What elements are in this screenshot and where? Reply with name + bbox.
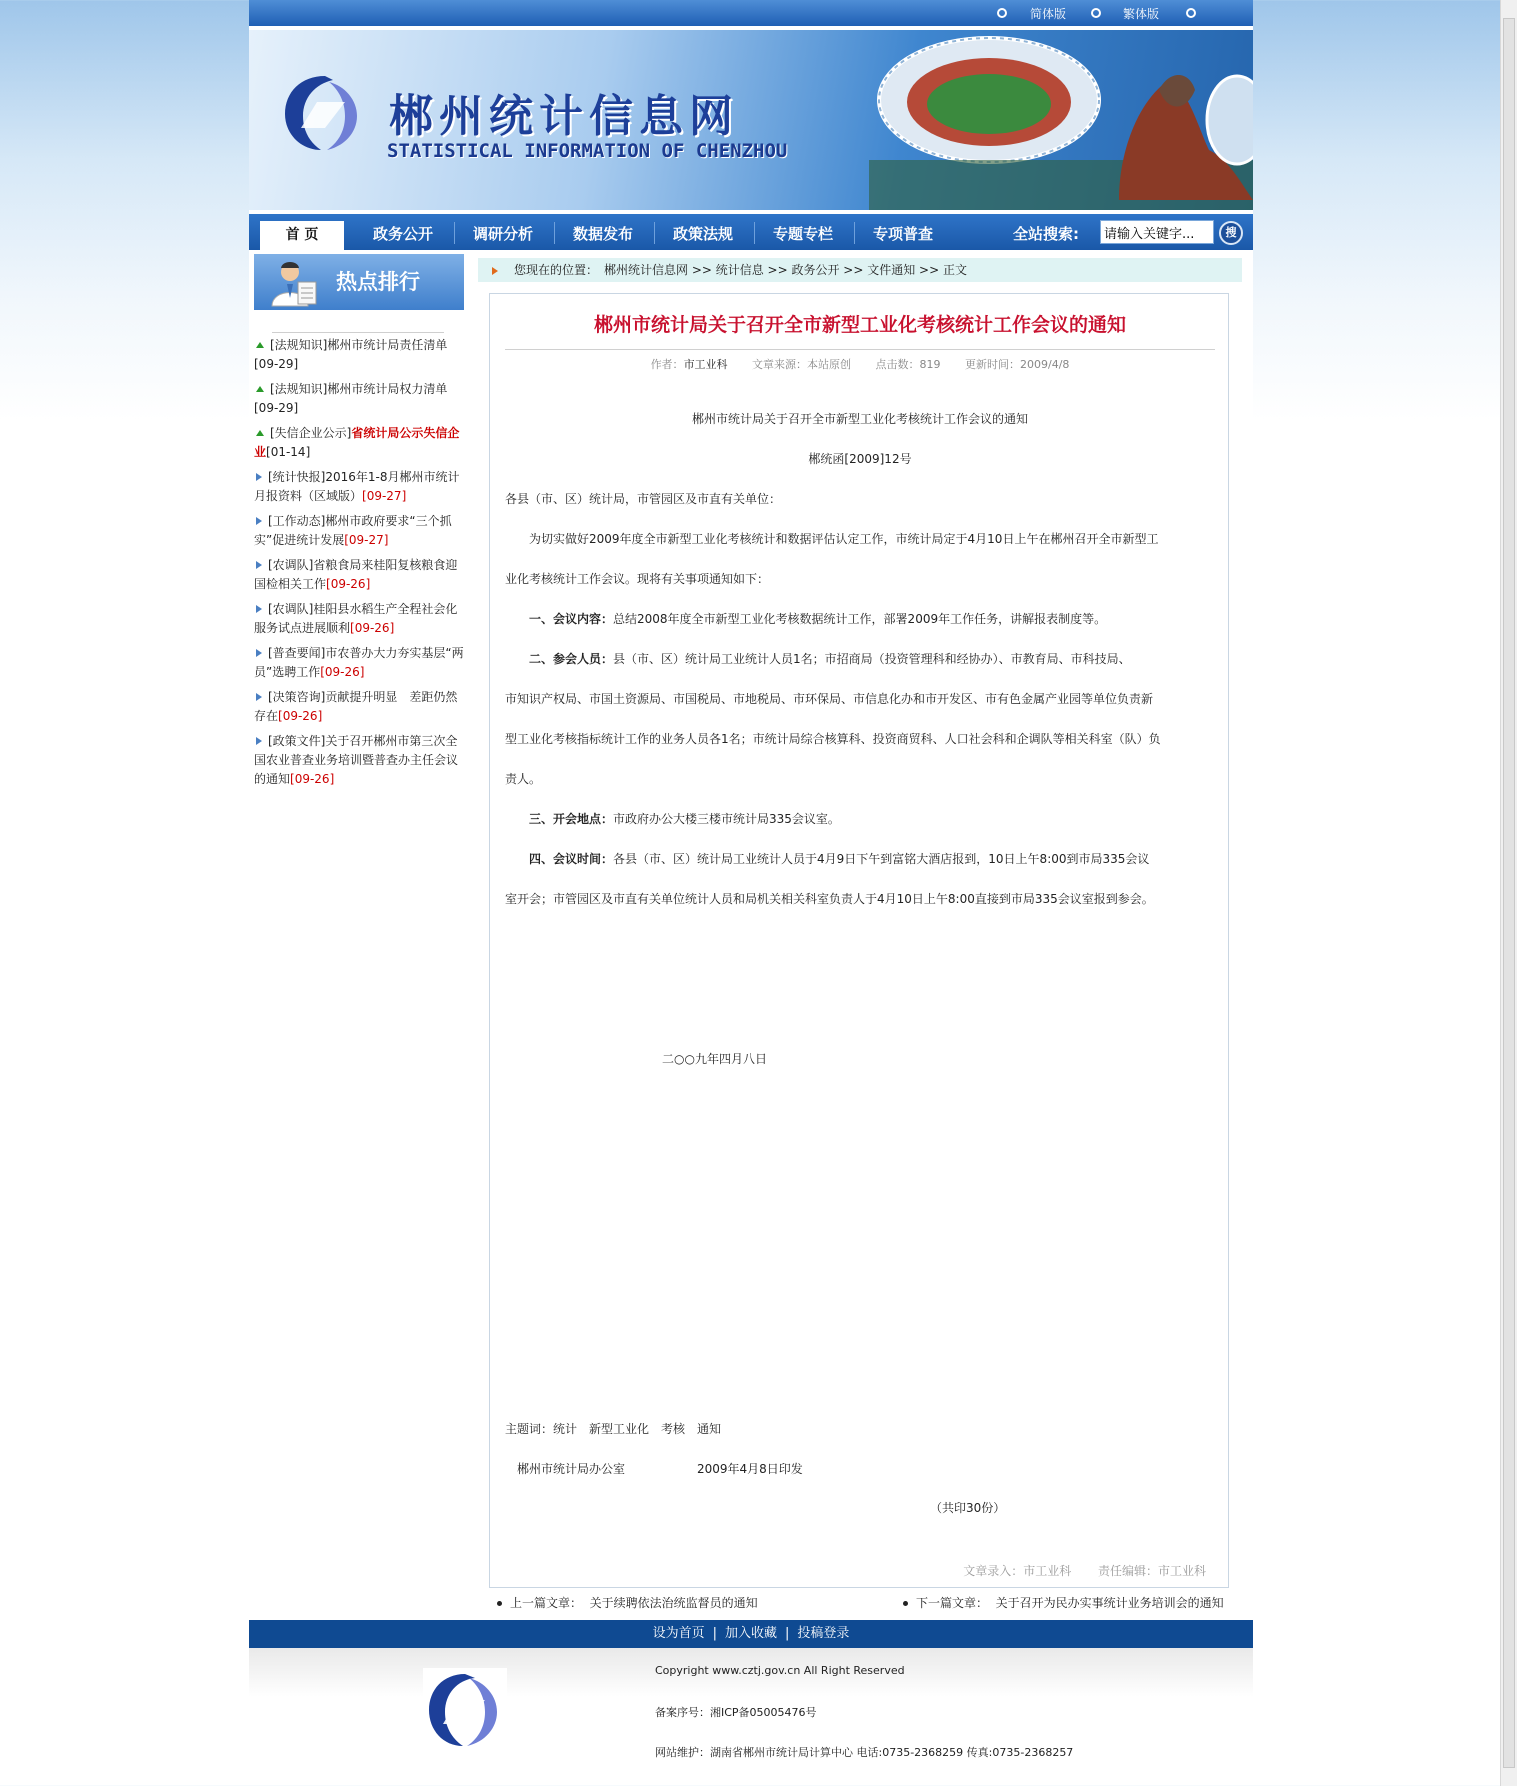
bullet-icon — [1091, 8, 1101, 18]
arrow-right-icon — [256, 605, 262, 613]
item-date: [09-26] — [290, 772, 335, 786]
section-1-text: 总结2008年度全市新型工业化考核数据统计工作，部署2009年工作任务，讲解报表制度等。 — [613, 612, 1107, 626]
nav-separator — [854, 222, 855, 244]
item-date: [09-26] — [278, 709, 323, 723]
item-title[interactable]: [统计快报]2016年1-8月郴州市统计月报资料（区域版） — [254, 470, 460, 503]
salutation: 各县（市、区）统计局，市管园区及市直有关单位： — [505, 492, 782, 506]
bullet-icon — [903, 1601, 908, 1606]
section-1-label: 一、会议内容： — [505, 612, 614, 626]
updated-value: 2009/4/8 — [1020, 358, 1070, 371]
arrow-up-icon — [256, 342, 264, 348]
nav-home-tab[interactable]: 首 页 — [260, 221, 344, 250]
section-2-line-2: 市知识产权局、市国土资源局、市国税局、市地税局、市环保局、市信息化办和市开发区、市有色金属产业园等单位负责新 — [505, 692, 1154, 706]
section-2-line-4: 责人。 — [505, 772, 542, 786]
section-2 — [505, 650, 1215, 667]
divider — [272, 332, 444, 333]
site-subtitle: STATISTICAL INFORMATION OF CHENZHOU — [387, 140, 788, 162]
item-date: [09-29] — [254, 357, 299, 371]
list-item[interactable] — [254, 424, 464, 462]
page-container — [249, 0, 1253, 1770]
editor-label: 责任编辑： — [1097, 1564, 1158, 1578]
copies: （共印30份） — [930, 1501, 1006, 1515]
search-input[interactable] — [1100, 220, 1214, 244]
next-article — [903, 1594, 1224, 1611]
arrow-up-icon — [256, 430, 264, 436]
item-date: [09-27] — [362, 489, 407, 503]
section-1 — [505, 610, 1215, 627]
item-date: [01-14] — [266, 445, 311, 459]
section-4-text: 各县（市、区）统计局工业统计人员于4月9日下午到富铭大酒店报到，10日上午8:00到市局335会议 — [613, 852, 1150, 866]
nav-item-research[interactable]: 调研分析 — [473, 225, 534, 243]
hits-label: 点击数： — [875, 358, 920, 371]
icp-record: 备案序号：湘ICP备05005476号 — [655, 1706, 817, 1719]
scrollbar-thumb[interactable] — [1503, 18, 1515, 1768]
article-panel — [489, 293, 1229, 1588]
traditional-link[interactable]: 繁体版 — [1123, 7, 1160, 21]
stadium-image — [869, 30, 1253, 210]
divider — [505, 349, 1215, 350]
main-nav — [249, 214, 1253, 250]
bullet-icon — [997, 8, 1007, 18]
maintainer-info: 网站维护：湖南省郴州市统计局计算中心 电话:0735-2368259 传真:0735-2368257 — [655, 1746, 1074, 1759]
next-label: 下一篇文章： — [916, 1596, 989, 1610]
list-item[interactable] — [254, 380, 464, 418]
nav-separator — [454, 222, 455, 244]
section-4-line-2: 室开会；市管园区及市直有关单位统计人员和局机关相关科室负责人于4月10日上午8:00直接到市局335会议室报到参会。 — [505, 892, 1154, 906]
nav-item-data-release[interactable]: 数据发布 — [573, 225, 634, 243]
doc-number: 郴统函[2009]12号 — [808, 452, 912, 466]
list-item[interactable] — [254, 468, 464, 506]
item-date: [09-29] — [254, 401, 299, 415]
article-meta — [490, 356, 1230, 372]
site-title: 郴州统计信息网 — [389, 91, 739, 142]
section-2-line-3: 型工业化考核指标统计工作的业务人员各1名；市统计局综合核算科、投资商贸科、人口社会科和企调队等相关科室（队）负 — [505, 732, 1161, 746]
section-2-label: 二、参会人员： — [505, 652, 614, 666]
article-credits — [963, 1562, 1206, 1579]
hits-value: 819 — [919, 358, 941, 371]
prev-label: 上一篇文章： — [510, 1596, 583, 1610]
list-item[interactable] — [254, 644, 464, 682]
list-item[interactable] — [254, 336, 464, 374]
copyright: Copyright www.cztj.gov.cn All Right Reserved — [655, 1664, 905, 1677]
link-separator: | — [712, 1626, 717, 1641]
list-item[interactable] — [254, 732, 464, 789]
next-article-link[interactable]: 关于召开为民办实事统计业务培训会的通知 — [995, 1596, 1224, 1610]
section-3 — [505, 810, 1215, 827]
editor-value: 市工业科 — [1157, 1564, 1206, 1578]
site-logo-icon[interactable] — [281, 72, 369, 154]
article-title: 郴州市统计局关于召开全市新型工业化考核统计工作会议的通知 — [593, 314, 1126, 336]
arrow-right-icon — [256, 693, 262, 701]
search-button[interactable]: 搜 — [1219, 221, 1243, 245]
simplified-link[interactable]: 简体版 — [1030, 7, 1067, 21]
arrow-up-icon — [256, 386, 264, 392]
top-bar — [249, 0, 1253, 26]
nav-item-special-topics[interactable]: 专题专栏 — [773, 225, 834, 243]
footer-links-bar — [249, 1620, 1253, 1648]
nav-separator — [654, 222, 655, 244]
item-date: [09-26] — [320, 665, 365, 679]
doc-date: 二○○九年四月八日 — [662, 1052, 767, 1066]
list-item[interactable] — [254, 600, 464, 638]
set-homepage-link[interactable]: 设为首页 — [652, 1626, 705, 1641]
list-item[interactable] — [254, 688, 464, 726]
doc-heading: 郴州市统计局关于召开全市新型工业化考核统计工作会议的通知 — [691, 412, 1028, 426]
item-title[interactable]: [农调队]桂阳县水稻生产全程社会化服务试点进展顺利 — [254, 602, 458, 635]
source-label: 文章来源： — [752, 358, 808, 371]
footer-logo-icon — [423, 1668, 507, 1752]
breadcrumb-text[interactable]: 您现在的位置： 郴州统计信息网 >> 统计信息 >> 政务公开 >> 文件通知 >> 正文 — [514, 263, 967, 277]
item-title[interactable]: [法规知识]郴州市统计局责任清单 — [270, 338, 448, 352]
arrow-right-icon — [492, 267, 498, 275]
keywords: 主题词：统计 新型工业化 考核 通知 — [505, 1422, 722, 1436]
nav-separator — [754, 222, 755, 244]
arrow-right-icon — [256, 737, 262, 745]
item-title[interactable]: [普查要闻]市农普办大力夯实基层“两员”选聘工作 — [254, 646, 464, 679]
updated-label: 更新时间： — [965, 358, 1021, 371]
section-4-label: 四、会议时间： — [505, 852, 614, 866]
item-date: [09-26] — [350, 621, 395, 635]
section-4 — [505, 850, 1215, 867]
item-title[interactable]: [法规知识]郴州市统计局权力清单 — [270, 382, 448, 396]
item-title[interactable]: [政策文件]关于召开郴州市第三次全国农业普查业务培训暨普查办主任会议的通知 — [254, 734, 459, 786]
item-title[interactable]: [工作动态]郴州市政府要求“三个抓实”促进统计发展 — [254, 514, 452, 547]
footer — [249, 1648, 1253, 1770]
nav-item-census[interactable]: 专项普查 — [873, 225, 934, 243]
arrow-right-icon — [256, 517, 262, 525]
author-label: 作者： — [650, 358, 684, 371]
entry-label: 文章录入： — [963, 1564, 1024, 1578]
arrow-right-icon — [256, 649, 262, 657]
item-title[interactable]: [农调队]省粮食局来桂阳复核粮食迎国检相关工作 — [254, 558, 458, 591]
intro-line-1: 为切实做好2009年度全市新型工业化考核统计和数据评估认定工作，市统计局定于4月10日上午在郴州召开全市新型工 — [505, 532, 1159, 546]
source-value: 本站原创 — [807, 358, 852, 371]
bullet-icon — [497, 1601, 502, 1606]
prev-article-link[interactable]: 关于续聘依法治统监督员的通知 — [589, 1596, 758, 1610]
author-value: 市工业科 — [683, 358, 728, 371]
site-banner — [249, 30, 1253, 210]
item-date: [09-27] — [344, 533, 389, 547]
nav-separator — [554, 222, 555, 244]
intro-line-2: 业化考核统计工作会议。现将有关事项通知如下： — [505, 572, 770, 586]
prev-article — [497, 1594, 758, 1611]
search-label: 全站搜索: — [1013, 225, 1079, 243]
reader-person-icon — [268, 258, 320, 308]
hot-ranking-sidebar — [254, 254, 464, 794]
submit-login-link[interactable]: 投稿登录 — [797, 1626, 850, 1641]
issuer: 郴州市统计局办公室 2009年4月8日印发 — [505, 1462, 803, 1476]
nav-item-policy[interactable]: 政策法规 — [673, 225, 734, 243]
item-date: [09-26] — [326, 577, 371, 591]
arrow-right-icon — [256, 561, 262, 569]
add-favorite-link[interactable]: 加入收藏 — [724, 1626, 777, 1641]
section-2-text: 县（市、区）统计局工业统计人员1名；市招商局（投资管理科和经协办）、市教育局、市科技局、 — [613, 652, 1131, 666]
item-title[interactable]: 省统计局公示失信企业 — [254, 426, 460, 459]
bullet-icon — [1186, 8, 1196, 18]
section-3-label: 三、开会地点： — [505, 812, 614, 826]
hot-ranking-title: 热点排行 — [336, 270, 420, 294]
list-item[interactable] — [254, 512, 464, 550]
item-title[interactable]: [决策咨询]贡献提升明显 差距仍然存在 — [254, 690, 458, 723]
nav-item-gov-affairs[interactable]: 政务公开 — [373, 225, 434, 243]
item-category: [失信企业公示] — [270, 426, 352, 440]
link-separator: | — [785, 1626, 790, 1641]
arrow-right-icon — [256, 473, 262, 481]
entry-value: 市工业科 — [1023, 1564, 1072, 1578]
section-3-text: 市政府办公大楼三楼市统计局335会议室。 — [613, 812, 840, 826]
list-item[interactable] — [254, 556, 464, 594]
page-scrollbar[interactable] — [1500, 0, 1517, 1786]
hot-ranking-header — [254, 254, 464, 310]
breadcrumb — [478, 258, 1242, 282]
hot-list — [254, 336, 464, 795]
